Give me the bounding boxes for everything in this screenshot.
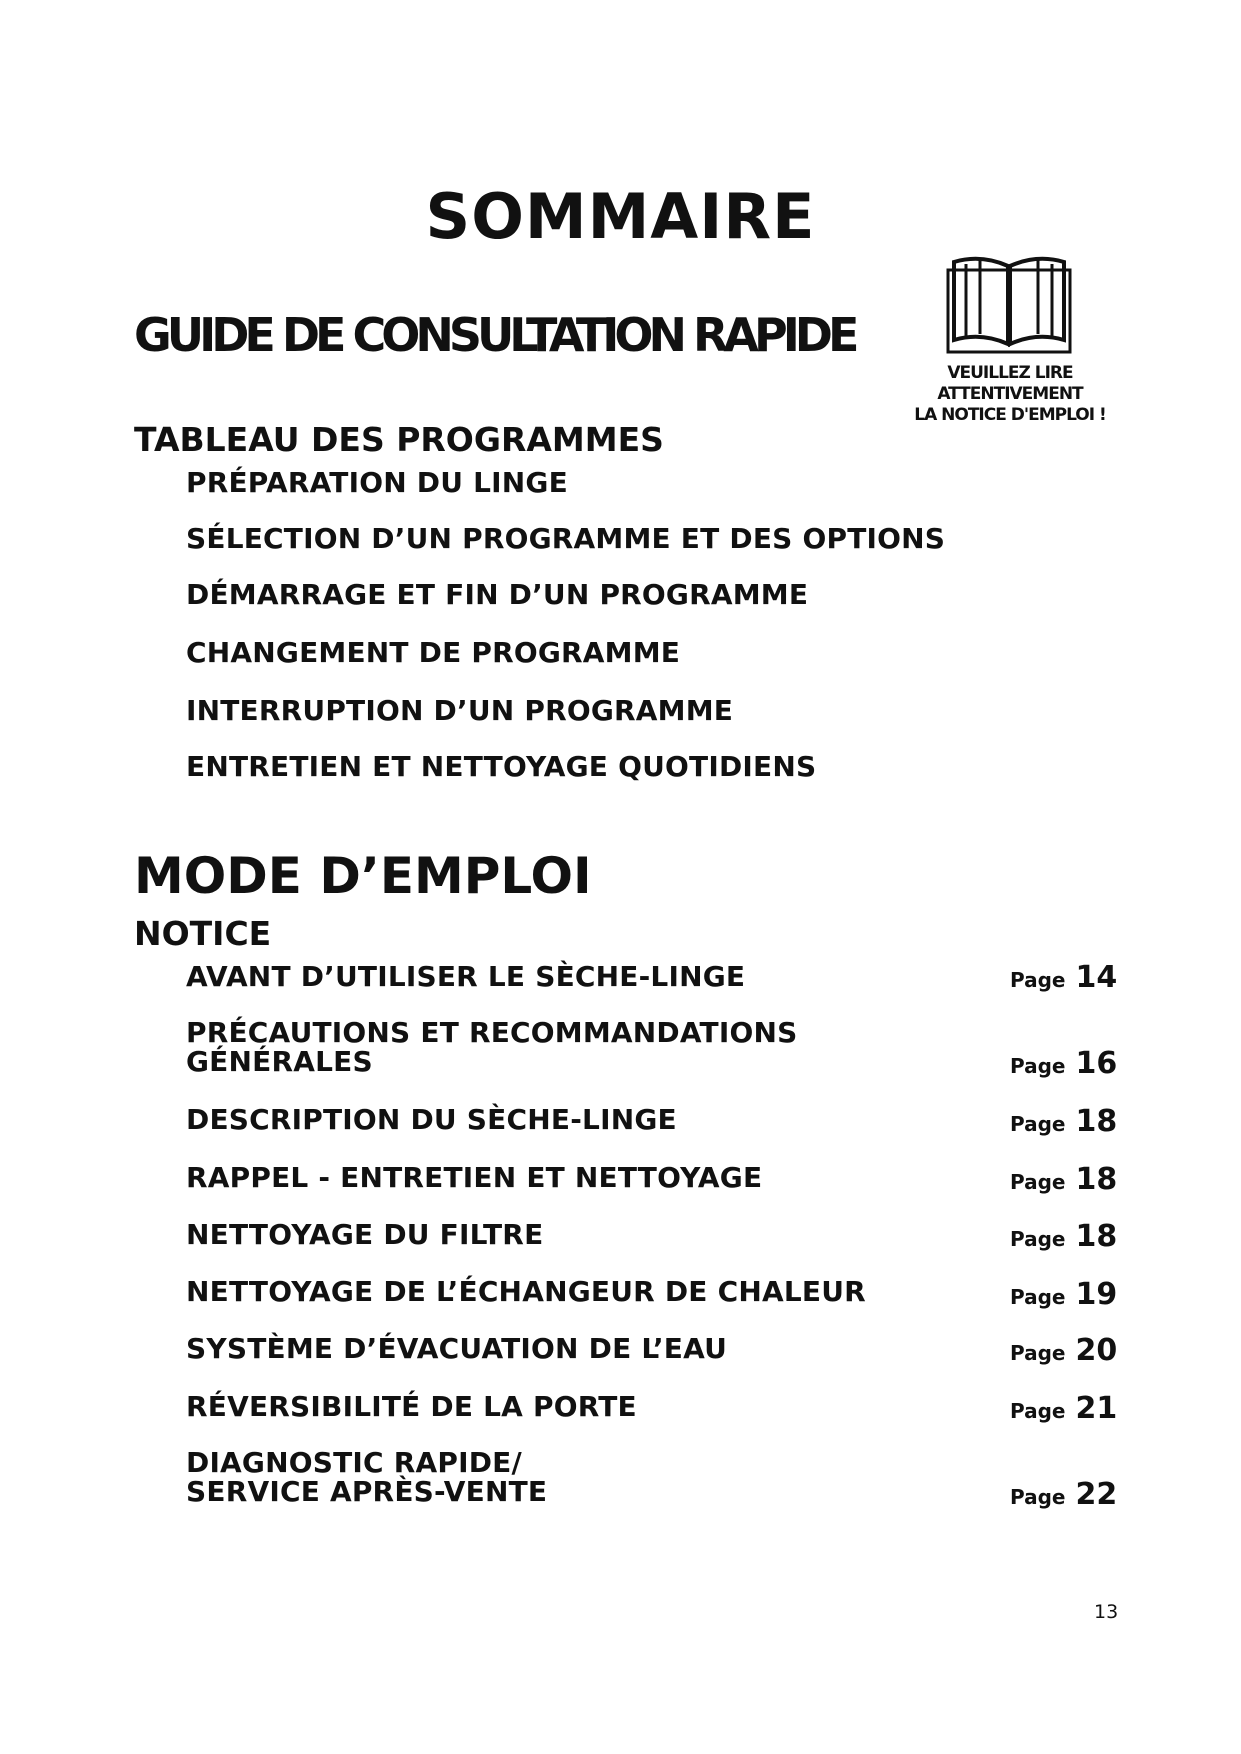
programs-table-heading: TABLEAU DES PROGRAMMES	[134, 420, 664, 459]
toc-item-title: NETTOYAGE DE L’ÉCHANGEUR DE CHALEUR	[186, 1275, 866, 1308]
page-number: 22	[1075, 1477, 1118, 1512]
page-number: 21	[1075, 1391, 1118, 1426]
toc-item-title-line2: GÉNÉRALES	[186, 1045, 373, 1078]
page-label: Page	[1010, 1285, 1066, 1309]
page-label: Page	[1010, 1341, 1066, 1365]
toc-item-title: SYSTÈME D’ÉVACUATION DE L’EAU	[186, 1332, 728, 1365]
quick-guide-item: SÉLECTION D’UN PROGRAMME ET DES OPTIONS	[186, 522, 946, 555]
toc-item-title: PRÉCAUTIONS ET RECOMMANDATIONS	[186, 1016, 798, 1049]
quick-guide-item: INTERRUPTION D’UN PROGRAMME	[186, 694, 734, 727]
open-book-icon	[946, 250, 1072, 354]
page-number: 20	[1075, 1333, 1118, 1368]
toc-page-ref	[1010, 1162, 1117, 1197]
toc-page-ref	[1010, 960, 1117, 995]
toc-item-title: RAPPEL - ENTRETIEN ET NETTOYAGE	[186, 1161, 763, 1194]
warning-line-2: ATTENTIVEMENT	[937, 384, 1083, 404]
toc-page-ref	[1010, 1046, 1117, 1081]
page-number: 19	[1075, 1277, 1118, 1312]
page-title: SOMMAIRE	[425, 180, 816, 253]
toc-page-ref	[1010, 1333, 1117, 1368]
toc-item-title: DESCRIPTION DU SÈCHE-LINGE	[186, 1103, 677, 1136]
page-label: Page	[1010, 1399, 1066, 1423]
page-number: 18	[1075, 1219, 1118, 1254]
page-label: Page	[1010, 1112, 1066, 1136]
page-label: Page	[1010, 1485, 1066, 1509]
toc-item-title: RÉVERSIBILITÉ DE LA PORTE	[186, 1390, 637, 1423]
page-label: Page	[1010, 968, 1066, 992]
warning-line-3: LA NOTICE D'EMPLOI !	[914, 405, 1106, 425]
page-label: Page	[1010, 1170, 1066, 1194]
page-label: Page	[1010, 1054, 1066, 1078]
warning-line-1: VEUILLEZ LIRE	[947, 363, 1073, 383]
quick-guide-item: DÉMARRAGE ET FIN D’UN PROGRAMME	[186, 578, 809, 611]
toc-page-ref	[1010, 1104, 1117, 1139]
page-label: Page	[1010, 1227, 1066, 1251]
toc-item-title-line2: SERVICE APRÈS-VENTE	[186, 1475, 548, 1508]
page-number: 16	[1075, 1046, 1118, 1081]
page-number: 18	[1075, 1104, 1118, 1139]
quick-guide-item: CHANGEMENT DE PROGRAMME	[186, 636, 681, 669]
toc-page-ref	[1010, 1477, 1117, 1512]
page-number-footer: 13	[1094, 1601, 1119, 1623]
page-number: 14	[1075, 960, 1118, 995]
toc-page-ref	[1010, 1391, 1117, 1426]
toc-page-ref	[1010, 1219, 1117, 1254]
warning-note	[880, 363, 1140, 426]
toc-item-title: AVANT D’UTILISER LE SÈCHE-LINGE	[186, 960, 746, 993]
page-number: 18	[1075, 1162, 1118, 1197]
toc-page-ref	[1010, 1277, 1117, 1312]
toc-item-title: DIAGNOSTIC RAPIDE/	[186, 1446, 522, 1479]
quick-guide-item: PRÉPARATION DU LINGE	[186, 466, 568, 499]
mode-emploi-title: MODE D’EMPLOI	[134, 847, 592, 905]
quick-guide-title: GUIDE DE CONSULTATION RAPIDE	[134, 308, 855, 362]
quick-guide-item: ENTRETIEN ET NETTOYAGE QUOTIDIENS	[186, 750, 817, 783]
toc-item-title: NETTOYAGE DU FILTRE	[186, 1218, 544, 1251]
notice-heading: NOTICE	[134, 914, 272, 953]
